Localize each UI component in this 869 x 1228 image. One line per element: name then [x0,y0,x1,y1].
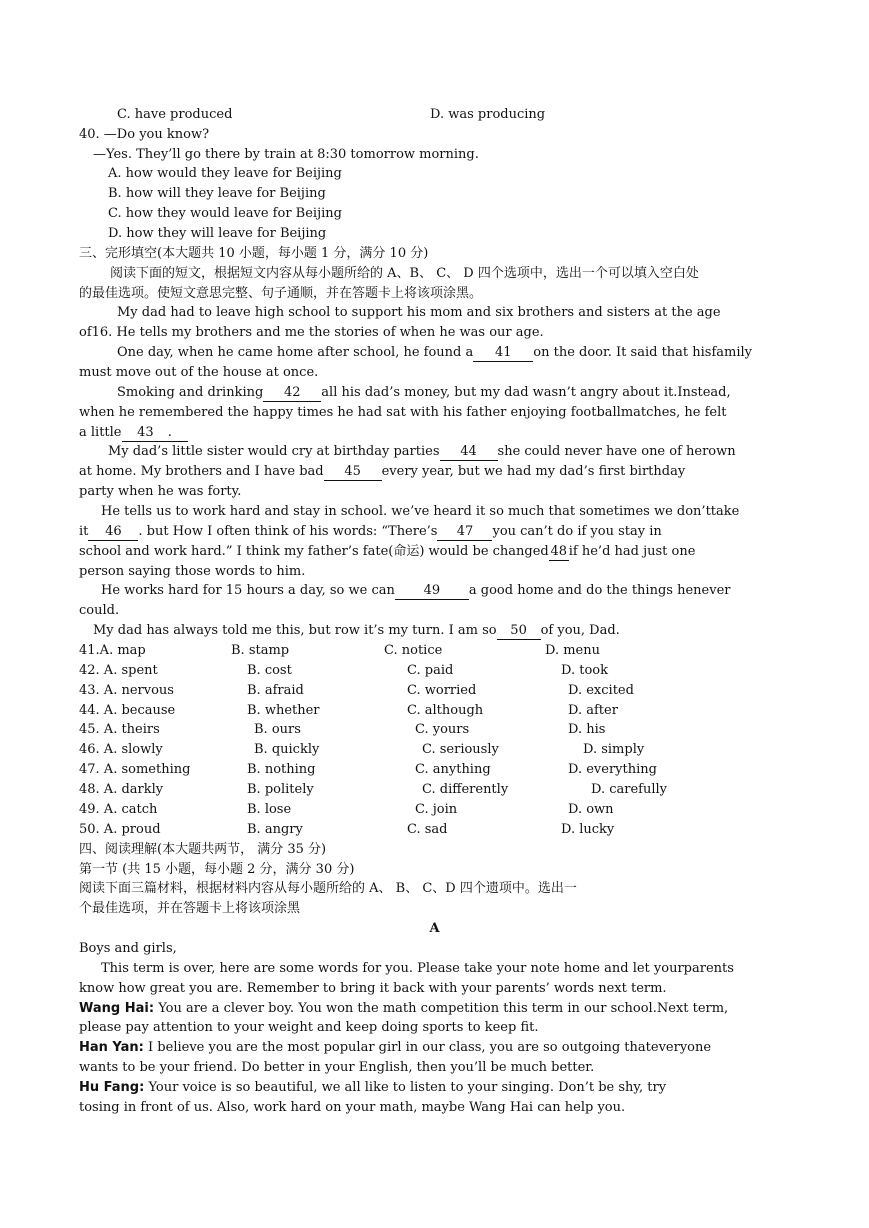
choice-b[interactable]: B. ours [254,722,301,737]
choice-a[interactable]: 47. A. something [79,762,191,777]
choice-a[interactable]: 50. A. proud [79,822,161,837]
q40-option-c: C. how they would leave for Beijing [108,206,342,221]
passage-line: when he remembered the happy times he had sat with his father enjoying footballmatches, he felt [79,405,727,420]
q40-option-b: B. how will they leave for Beijing [108,186,326,201]
intro-line: This term is over, here are some words for you. Please take your note home and let yourparents [101,961,734,976]
choice-a[interactable]: 48. A. darkly [79,782,164,797]
q40-reply: —Yes. They’ll go there by train at 8:30 tomorrow morning. [93,147,479,162]
choice-d[interactable]: D. menu [545,643,600,658]
passage-text: you can’t do if you stay in [492,524,662,539]
passage-line [101,581,730,601]
student-name: Han Yan: [79,1040,144,1055]
passage-line: of16. He tells my brothers and me the stories of when he was our age. [79,325,544,340]
greeting: Boys and girls, [79,941,177,956]
passage-text: of you, Dad. [540,623,620,638]
passage-text: at home. My brothers and I have bad [79,464,324,479]
q40-option-a: A. how would they leave for Beijing [108,166,342,181]
choice-d[interactable]: D. took [561,663,608,678]
comment-text: I believe you are the most popular girl in our class, you are so outgoing thateveryone [148,1040,712,1055]
choice-a[interactable]: 45. A. theirs [79,722,160,737]
choice-c[interactable]: C. notice [384,643,443,658]
blank-44[interactable]: 44 [440,443,498,461]
passage-text: My dad’s little sister would cry at birthday parties [108,444,440,459]
passage-text: My dad had to leave high school to support his mom and six brothers and sisters at the age [117,305,721,320]
passage-line [79,542,695,562]
choice-b[interactable]: B. afraid [247,683,304,698]
choice-d[interactable]: D. after [568,703,618,718]
comment-han-yan [79,1038,711,1058]
choice-a[interactable]: 44. A. because [79,703,176,718]
blank-49[interactable]: 49 [395,582,469,600]
choice-b[interactable]: B. lose [247,802,292,817]
passage-line: could. [79,603,120,618]
comment-line: tosing in front of us. Also, work hard on your math, maybe Wang Hai can help you. [79,1100,626,1115]
q40-option-d: D. how they will leave for Beijing [108,226,327,241]
blank-48[interactable]: 48 [550,544,568,559]
section4-title: 四、阅读理解(本大题共两节， 满分 35 分) [79,842,327,857]
choice-d[interactable]: D. lucky [561,822,615,837]
blank-47[interactable]: 47 [437,523,492,541]
passage-text: . but How I often think of his words: “There’s [138,524,438,539]
section3-title: 三、完形填空(本大题共 10 小题，每小题 1 分，满分 10 分) [79,246,429,261]
blank-50[interactable]: 50 [497,622,541,640]
comment-line: please pay attention to your weight and keep doing sports to keep fit. [79,1020,539,1035]
blank-43[interactable]: 43 . [122,424,188,442]
passage-text: on the door. It said that hisfamily [533,345,753,360]
passage-text: it [79,524,89,539]
choice-c[interactable]: C. anything [415,762,491,777]
student-name: Wang Hai: [79,1001,155,1016]
passage-text: He works hard for 15 hours a day, so we can [101,583,395,598]
comment-wang-hai [79,999,728,1019]
passage-text: a little [79,425,122,440]
choice-a[interactable]: 42. A. spent [79,663,158,678]
choice-d[interactable]: D. excited [568,683,634,698]
passage-text: school and work hard.” I think my father’s fate(命运) would be changed [79,544,549,559]
passage-line [108,442,736,462]
choice-b[interactable]: B. angry [247,822,303,837]
choice-d[interactable]: D. simply [583,742,645,757]
choice-c[interactable]: C. yours [415,722,470,737]
section3-instruction-2: 的最佳选项。使短文意思完整、句子通顺，并在答题卡上将该项涂黑。 [79,286,483,301]
blank-42[interactable]: 42 [263,384,321,402]
passage-line: He tells us to work hard and stay in school. we’ve heard it so much that sometimes we don’ttake [101,504,740,519]
passage-line [93,621,620,641]
passage-label: A [429,921,440,936]
choice-c[interactable]: C. paid [407,663,454,678]
choice-c[interactable]: C. differently [422,782,509,797]
comment-hu-fang [79,1078,666,1098]
choice-b[interactable]: B. nothing [247,762,316,777]
choice-b[interactable]: B. stamp [231,643,290,658]
passage-text: all his dad’s money, but my dad wasn’t angry about it.Instead, [321,385,731,400]
passage-text: a good home and do the things henever [468,583,731,598]
intro-line: know how great you are. Remember to bring it back with your parents’ words next term. [79,981,667,996]
passage-line [117,343,752,363]
blank-41[interactable]: 41 [473,344,533,362]
choice-c[interactable]: C. seriously [422,742,499,757]
section3-instruction-1: 阅读下面的短文，根据短文内容从每小题所给的 A、B、 C、 D 四个选项中，选出一个可以填入空白处 [110,266,699,281]
passage-text: My dad has always told me this, but row it’s my turn. I am so [93,623,497,638]
choice-a[interactable]: 43. A. nervous [79,683,174,698]
passage-text: she could never have one of herown [497,444,736,459]
passage-line [79,462,685,482]
choice-a[interactable]: 49. A. catch [79,802,158,817]
passage-line [79,423,188,443]
passage-text: Smoking and drinking [117,385,264,400]
choice-b[interactable]: B. politely [247,782,314,797]
choice-d[interactable]: D. everything [568,762,657,777]
choice-b[interactable]: B. cost [247,663,292,678]
q39-option-c: C. have produced [117,107,233,122]
section4-instruction-2: 个最佳选项，并在答题卡上将该项涂黑 [79,901,301,916]
section4-instruction-1: 阅读下面三篇材料，根据材料内容从每小题所给的 A、 B、 C、D 四个遗项中。选出一 [79,881,577,896]
passage-line: party when he was forty. [79,484,242,499]
passage-line [117,383,731,403]
blank-46[interactable]: 46 [88,523,138,541]
choice-c[interactable]: C. although [407,703,484,718]
comment-text: Your voice is so beautiful, we all like to listen to your singing. Don’t be shy, try [148,1080,667,1095]
choice-d[interactable]: D. own [568,802,614,817]
choice-b[interactable]: B. whether [247,703,320,718]
section4-part1: 第一节 (共 15 小题，每小题 2 分，满分 30 分) [79,862,355,877]
choice-d[interactable]: D. carefully [591,782,668,797]
passage-line: must move out of the house at once. [79,365,319,380]
passage-text: every year, but we had my dad’s first birthday [381,464,686,479]
blank-45[interactable]: 45 [324,463,382,481]
passage-text: One day, when he came home after school, he found a [117,345,474,360]
comment-line: wants to be your friend. Do better in your English, then you’ll be much better. [79,1060,595,1075]
q39-option-d: D. was producing [430,107,546,122]
passage-text: if he’d had just one [568,544,696,559]
passage-line [79,522,662,542]
choice-c[interactable]: C. sad [407,822,448,837]
q40-stem: 40. —Do you know? [79,127,210,142]
passage-line: person saying those words to him. [79,564,306,579]
choice-c[interactable]: C. join [415,802,458,817]
choice-a[interactable]: 41.A. map [79,643,146,658]
student-name: Hu Fang: [79,1080,145,1095]
passage-line [117,303,789,323]
choice-b[interactable]: B. quickly [254,742,320,757]
comment-text: You are a clever boy. You won the math competition this term in our school.Next term, [158,1001,729,1016]
choice-a[interactable]: 46. A. slowly [79,742,163,757]
choice-c[interactable]: C. worried [407,683,477,698]
choice-d[interactable]: D. his [568,722,606,737]
